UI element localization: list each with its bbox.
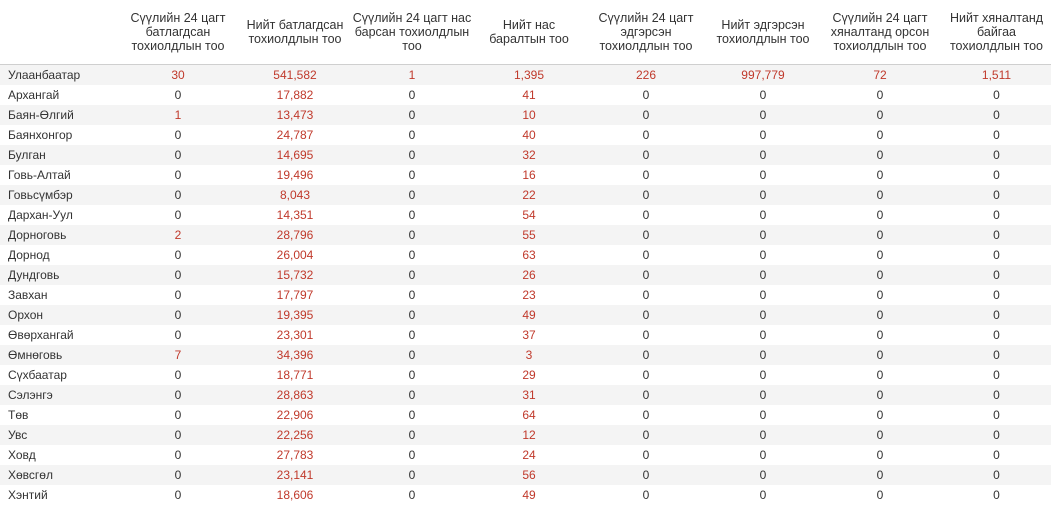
cell-deaths-total: 10 <box>474 105 584 125</box>
table-row <box>0 305 1051 325</box>
table-row <box>0 325 1051 345</box>
table-row <box>0 365 1051 385</box>
cell-monitored-total: 0 <box>942 365 1051 385</box>
cell-deaths-24h: 0 <box>350 305 474 325</box>
cell-confirmed-total: 541,582 <box>240 65 350 86</box>
cell-region: Хөвсгөл <box>0 465 116 485</box>
cell-monitored-24h: 0 <box>818 305 942 325</box>
table-row <box>0 425 1051 445</box>
cell-region: Говь-Алтай <box>0 165 116 185</box>
cell-confirmed-24h: 0 <box>116 265 240 285</box>
cell-monitored-total: 0 <box>942 125 1051 145</box>
cell-confirmed-24h: 0 <box>116 465 240 485</box>
cell-region: Өвөрхангай <box>0 325 116 345</box>
cell-confirmed-total: 27,783 <box>240 445 350 465</box>
cell-recovered-24h: 0 <box>584 225 708 245</box>
cell-deaths-24h: 0 <box>350 265 474 285</box>
cell-monitored-24h: 0 <box>818 285 942 305</box>
cell-confirmed-24h: 0 <box>116 405 240 425</box>
cell-confirmed-24h: 0 <box>116 205 240 225</box>
table-row <box>0 245 1051 265</box>
cell-recovered-24h: 0 <box>584 125 708 145</box>
cell-region: Булган <box>0 145 116 165</box>
cell-confirmed-24h: 0 <box>116 385 240 405</box>
table-row <box>0 205 1051 225</box>
cell-monitored-24h: 0 <box>818 85 942 105</box>
cell-recovered-total: 0 <box>708 385 818 405</box>
cell-monitored-total: 0 <box>942 205 1051 225</box>
cell-recovered-24h: 0 <box>584 85 708 105</box>
cell-monitored-24h: 72 <box>818 65 942 86</box>
table-row <box>0 385 1051 405</box>
cell-confirmed-24h: 1 <box>116 105 240 125</box>
cell-deaths-24h: 0 <box>350 225 474 245</box>
table-row <box>0 105 1051 125</box>
cell-deaths-total: 41 <box>474 85 584 105</box>
cell-recovered-total: 0 <box>708 445 818 465</box>
cell-deaths-total: 3 <box>474 345 584 365</box>
header-deaths-total[interactable]: Нийт нас баралтын тоо <box>474 0 584 65</box>
cell-confirmed-24h: 7 <box>116 345 240 365</box>
cell-recovered-total: 0 <box>708 305 818 325</box>
cell-recovered-24h: 0 <box>584 165 708 185</box>
cell-recovered-24h: 0 <box>584 425 708 445</box>
table-row <box>0 465 1051 485</box>
cell-confirmed-24h: 0 <box>116 185 240 205</box>
cell-recovered-total: 0 <box>708 245 818 265</box>
cell-deaths-total: 24 <box>474 445 584 465</box>
cell-recovered-total: 0 <box>708 365 818 385</box>
header-region[interactable] <box>0 0 116 65</box>
cell-deaths-total: 31 <box>474 385 584 405</box>
cell-monitored-24h: 0 <box>818 165 942 185</box>
cell-recovered-total: 0 <box>708 425 818 445</box>
cell-recovered-24h: 0 <box>584 185 708 205</box>
cell-monitored-24h: 0 <box>818 245 942 265</box>
cell-recovered-total: 0 <box>708 345 818 365</box>
cell-recovered-24h: 0 <box>584 405 708 425</box>
header-monitored-total[interactable]: Нийт хяналтанд байгаа тохиолдлын тоо <box>942 0 1051 65</box>
cell-region: Өмнөговь <box>0 345 116 365</box>
cell-monitored-total: 0 <box>942 465 1051 485</box>
cell-monitored-24h: 0 <box>818 365 942 385</box>
cell-deaths-24h: 0 <box>350 445 474 465</box>
cell-deaths-total: 32 <box>474 145 584 165</box>
cell-monitored-total: 0 <box>942 85 1051 105</box>
cell-deaths-total: 16 <box>474 165 584 185</box>
cell-deaths-total: 1,395 <box>474 65 584 86</box>
cell-region: Сэлэнгэ <box>0 385 116 405</box>
header-monitored-24h[interactable]: Сүүлийн 24 цагт хяналтанд орсон тохиолдлын тоо <box>818 0 942 65</box>
cell-monitored-24h: 0 <box>818 425 942 445</box>
table-row <box>0 405 1051 425</box>
cell-monitored-total: 0 <box>942 485 1051 505</box>
cell-deaths-24h: 1 <box>350 65 474 86</box>
cell-monitored-24h: 0 <box>818 485 942 505</box>
cell-deaths-24h: 0 <box>350 245 474 265</box>
cell-deaths-24h: 0 <box>350 205 474 225</box>
cell-region: Дундговь <box>0 265 116 285</box>
cell-deaths-24h: 0 <box>350 125 474 145</box>
cell-recovered-24h: 0 <box>584 265 708 285</box>
cell-confirmed-total: 14,351 <box>240 205 350 225</box>
cell-region: Улаанбаатар <box>0 65 116 86</box>
cell-confirmed-total: 17,797 <box>240 285 350 305</box>
cell-confirmed-total: 13,473 <box>240 105 350 125</box>
cell-monitored-24h: 0 <box>818 125 942 145</box>
table-row <box>0 485 1051 505</box>
cell-monitored-total: 0 <box>942 285 1051 305</box>
cell-deaths-24h: 0 <box>350 405 474 425</box>
cell-monitored-24h: 0 <box>818 325 942 345</box>
cell-monitored-total: 0 <box>942 425 1051 445</box>
cell-confirmed-24h: 0 <box>116 145 240 165</box>
cell-region: Сүхбаатар <box>0 365 116 385</box>
cell-confirmed-24h: 0 <box>116 85 240 105</box>
cell-monitored-total: 1,511 <box>942 65 1051 86</box>
header-recovered-24h[interactable]: Сүүлийн 24 цагт эдгэрсэн тохиолдлын тоо <box>584 0 708 65</box>
cell-region: Архангай <box>0 85 116 105</box>
cell-region: Говьсүмбэр <box>0 185 116 205</box>
cell-monitored-24h: 0 <box>818 385 942 405</box>
cell-deaths-total: 49 <box>474 305 584 325</box>
cell-recovered-24h: 0 <box>584 145 708 165</box>
cell-deaths-total: 22 <box>474 185 584 205</box>
cell-monitored-total: 0 <box>942 305 1051 325</box>
cell-recovered-total: 0 <box>708 225 818 245</box>
cell-deaths-24h: 0 <box>350 285 474 305</box>
cell-deaths-24h: 0 <box>350 385 474 405</box>
cell-recovered-total: 0 <box>708 165 818 185</box>
cell-recovered-24h: 0 <box>584 485 708 505</box>
cell-recovered-24h: 0 <box>584 445 708 465</box>
cell-recovered-total: 0 <box>708 265 818 285</box>
cell-confirmed-total: 18,771 <box>240 365 350 385</box>
cell-deaths-24h: 0 <box>350 465 474 485</box>
cell-confirmed-total: 19,395 <box>240 305 350 325</box>
table-row <box>0 345 1051 365</box>
cell-recovered-total: 0 <box>708 145 818 165</box>
table-row <box>0 265 1051 285</box>
cell-deaths-total: 26 <box>474 265 584 285</box>
cell-confirmed-24h: 0 <box>116 305 240 325</box>
cell-recovered-24h: 0 <box>584 325 708 345</box>
table-row <box>0 285 1051 305</box>
cell-deaths-total: 49 <box>474 485 584 505</box>
cell-confirmed-24h: 0 <box>116 485 240 505</box>
cell-recovered-24h: 0 <box>584 305 708 325</box>
cell-confirmed-24h: 0 <box>116 325 240 345</box>
cell-confirmed-total: 23,141 <box>240 465 350 485</box>
cell-confirmed-total: 8,043 <box>240 185 350 205</box>
cell-confirmed-total: 26,004 <box>240 245 350 265</box>
cell-recovered-24h: 0 <box>584 245 708 265</box>
header-confirmed-total[interactable]: Нийт батлагдсан тохиолдлын тоо <box>240 0 350 65</box>
cell-monitored-total: 0 <box>942 225 1051 245</box>
cell-monitored-total: 0 <box>942 105 1051 125</box>
header-deaths-24h[interactable]: Сүүлийн 24 цагт нас барсан тохиолдлын тоо <box>350 0 474 65</box>
cell-monitored-24h: 0 <box>818 205 942 225</box>
cell-recovered-24h: 0 <box>584 105 708 125</box>
cell-monitored-24h: 0 <box>818 345 942 365</box>
cell-region: Ховд <box>0 445 116 465</box>
cell-recovered-total: 0 <box>708 185 818 205</box>
cell-deaths-24h: 0 <box>350 425 474 445</box>
cell-recovered-total: 0 <box>708 205 818 225</box>
cell-confirmed-total: 17,882 <box>240 85 350 105</box>
cell-recovered-total: 0 <box>708 405 818 425</box>
cell-confirmed-24h: 2 <box>116 225 240 245</box>
cell-region: Хэнтий <box>0 485 116 505</box>
cell-recovered-total: 0 <box>708 125 818 145</box>
cell-confirmed-24h: 0 <box>116 425 240 445</box>
cell-monitored-24h: 0 <box>818 145 942 165</box>
cell-recovered-total: 0 <box>708 285 818 305</box>
cell-recovered-total: 0 <box>708 325 818 345</box>
cell-region: Орхон <box>0 305 116 325</box>
cell-monitored-total: 0 <box>942 325 1051 345</box>
cell-region: Дорнод <box>0 245 116 265</box>
cell-monitored-total: 0 <box>942 385 1051 405</box>
header-recovered-total[interactable]: Нийт эдгэрсэн тохиолдлын тоо <box>708 0 818 65</box>
cell-confirmed-24h: 0 <box>116 365 240 385</box>
cell-deaths-24h: 0 <box>350 165 474 185</box>
cell-confirmed-24h: 0 <box>116 445 240 465</box>
cell-region: Баянхонгор <box>0 125 116 145</box>
cell-recovered-total: 0 <box>708 485 818 505</box>
cell-monitored-total: 0 <box>942 165 1051 185</box>
cell-monitored-24h: 0 <box>818 185 942 205</box>
cell-recovered-24h: 0 <box>584 465 708 485</box>
cell-recovered-24h: 0 <box>584 365 708 385</box>
cell-monitored-24h: 0 <box>818 105 942 125</box>
cell-confirmed-total: 28,863 <box>240 385 350 405</box>
table-row <box>0 145 1051 165</box>
cell-region: Увс <box>0 425 116 445</box>
cell-monitored-total: 0 <box>942 245 1051 265</box>
cell-deaths-total: 56 <box>474 465 584 485</box>
cell-confirmed-total: 19,496 <box>240 165 350 185</box>
cell-recovered-24h: 0 <box>584 285 708 305</box>
cell-deaths-24h: 0 <box>350 145 474 165</box>
cell-confirmed-24h: 0 <box>116 165 240 185</box>
table-body <box>0 65 1051 505</box>
cell-confirmed-total: 22,906 <box>240 405 350 425</box>
cell-confirmed-total: 24,787 <box>240 125 350 145</box>
table-row <box>0 85 1051 105</box>
cell-deaths-24h: 0 <box>350 365 474 385</box>
cell-deaths-total: 64 <box>474 405 584 425</box>
header-confirmed-24h[interactable]: Сүүлийн 24 цагт батлагдсан тохиолдлын тоо <box>116 0 240 65</box>
cell-deaths-total: 63 <box>474 245 584 265</box>
cell-confirmed-24h: 0 <box>116 285 240 305</box>
table-row <box>0 125 1051 145</box>
cell-deaths-total: 23 <box>474 285 584 305</box>
cell-deaths-total: 29 <box>474 365 584 385</box>
cell-region: Завхан <box>0 285 116 305</box>
cell-confirmed-total: 23,301 <box>240 325 350 345</box>
cell-recovered-total: 0 <box>708 85 818 105</box>
table-row <box>0 445 1051 465</box>
cell-confirmed-total: 18,606 <box>240 485 350 505</box>
cell-confirmed-24h: 0 <box>116 125 240 145</box>
cell-monitored-24h: 0 <box>818 445 942 465</box>
table-header-row <box>0 0 1051 65</box>
cell-confirmed-total: 34,396 <box>240 345 350 365</box>
cell-monitored-total: 0 <box>942 445 1051 465</box>
cell-monitored-total: 0 <box>942 405 1051 425</box>
table-row <box>0 65 1051 86</box>
cell-monitored-24h: 0 <box>818 225 942 245</box>
table-row <box>0 225 1051 245</box>
cell-monitored-24h: 0 <box>818 465 942 485</box>
cell-confirmed-total: 15,732 <box>240 265 350 285</box>
cell-recovered-24h: 0 <box>584 345 708 365</box>
cell-region: Дархан-Уул <box>0 205 116 225</box>
cell-confirmed-total: 22,256 <box>240 425 350 445</box>
cell-deaths-total: 54 <box>474 205 584 225</box>
cell-region: Баян-Өлгий <box>0 105 116 125</box>
cell-region: Дорноговь <box>0 225 116 245</box>
cell-deaths-24h: 0 <box>350 85 474 105</box>
cell-monitored-total: 0 <box>942 345 1051 365</box>
cell-deaths-total: 55 <box>474 225 584 245</box>
cell-monitored-total: 0 <box>942 145 1051 165</box>
table-row <box>0 185 1051 205</box>
cell-confirmed-24h: 30 <box>116 65 240 86</box>
cell-confirmed-total: 14,695 <box>240 145 350 165</box>
cell-confirmed-24h: 0 <box>116 245 240 265</box>
cell-deaths-total: 37 <box>474 325 584 345</box>
cell-deaths-24h: 0 <box>350 485 474 505</box>
cell-monitored-24h: 0 <box>818 265 942 285</box>
cell-recovered-total: 997,779 <box>708 65 818 86</box>
cell-deaths-24h: 0 <box>350 105 474 125</box>
cell-recovered-total: 0 <box>708 465 818 485</box>
cell-monitored-total: 0 <box>942 265 1051 285</box>
cell-recovered-24h: 0 <box>584 385 708 405</box>
cell-deaths-24h: 0 <box>350 325 474 345</box>
cell-recovered-total: 0 <box>708 105 818 125</box>
cell-region: Төв <box>0 405 116 425</box>
cell-recovered-24h: 0 <box>584 205 708 225</box>
cell-monitored-total: 0 <box>942 185 1051 205</box>
cell-recovered-24h: 226 <box>584 65 708 86</box>
cell-deaths-total: 12 <box>474 425 584 445</box>
table-row <box>0 165 1051 185</box>
cell-confirmed-total: 28,796 <box>240 225 350 245</box>
cell-deaths-24h: 0 <box>350 345 474 365</box>
cell-deaths-total: 40 <box>474 125 584 145</box>
cell-deaths-24h: 0 <box>350 185 474 205</box>
cell-monitored-24h: 0 <box>818 405 942 425</box>
